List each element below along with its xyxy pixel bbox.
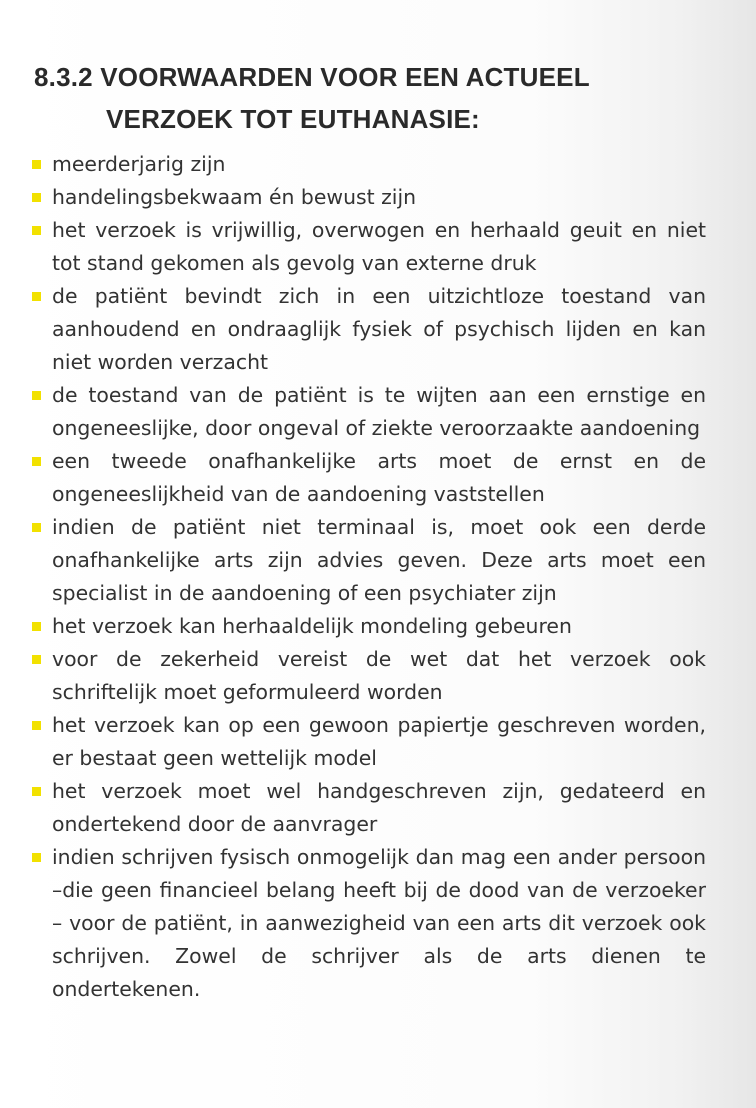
list-item bbox=[28, 379, 706, 445]
bullet-square-icon bbox=[32, 391, 41, 400]
list-item bbox=[28, 643, 706, 709]
list-item bbox=[28, 280, 706, 379]
list-item-text: indien de patiënt niet terminaal is, moet ook een derde onafhankelijke arts zijn advies geven. Deze arts moet een specialist in de aandoening of een psychiater zijn bbox=[52, 515, 706, 605]
bullet-square-icon bbox=[32, 160, 41, 169]
list-item-text: handelingsbekwaam én bewust zijn bbox=[52, 185, 417, 209]
list-item-text: het verzoek kan herhaaldelijk mondeling gebeuren bbox=[52, 614, 572, 638]
bullet-square-icon bbox=[32, 622, 41, 631]
list-item-text: het verzoek kan op een gewoon papiertje geschreven worden, er bestaat geen wettelijk model bbox=[52, 713, 706, 770]
list-item bbox=[28, 511, 706, 610]
list-item bbox=[28, 610, 706, 643]
list-item-text: voor de zekerheid vereist de wet dat het verzoek ook schriftelijk moet geformuleerd worden bbox=[52, 647, 706, 704]
list-item-text: de toestand van de patiënt is te wijten aan een ernstige en ongeneeslijke, door ongeval of ziekte veroorzaakte aandoening bbox=[52, 383, 706, 440]
list-item-text: indien schrijven fysisch onmogelijk dan mag een ander persoon –die geen financieel belang heeft bij de dood van de verzoeker – voor de patiënt, in aanwezigheid van een arts dit verzoek ook schrijven. Zowel de schrijver als de arts dienen te ondertekenen. bbox=[52, 845, 706, 1001]
bullet-square-icon bbox=[32, 721, 41, 730]
list-item bbox=[28, 841, 706, 1006]
list-item bbox=[28, 181, 706, 214]
section-heading bbox=[34, 56, 714, 140]
conditions-list bbox=[28, 148, 706, 1006]
list-item-text: meerderjarig zijn bbox=[52, 152, 226, 176]
section-heading-line-2: VERZOEK TOT EUTHANASIE: bbox=[106, 104, 480, 134]
bullet-square-icon bbox=[32, 193, 41, 202]
list-item-text: het verzoek is vrijwillig, overwogen en herhaald geuit en niet tot stand gekomen als gevolg van externe druk bbox=[52, 218, 706, 275]
bullet-square-icon bbox=[32, 457, 41, 466]
list-item bbox=[28, 445, 706, 511]
list-item bbox=[28, 709, 706, 775]
bullet-square-icon bbox=[32, 292, 41, 301]
bullet-square-icon bbox=[32, 853, 41, 862]
list-item bbox=[28, 148, 706, 181]
section-heading-line-1: 8.3.2 VOORWAARDEN VOOR EEN ACTUEEL bbox=[34, 62, 590, 92]
list-item bbox=[28, 775, 706, 841]
bullet-square-icon bbox=[32, 787, 41, 796]
list-item-text: het verzoek moet wel handgeschreven zijn, gedateerd en ondertekend door de aanvrager bbox=[52, 779, 706, 836]
bullet-square-icon bbox=[32, 226, 41, 235]
bullet-square-icon bbox=[32, 655, 41, 664]
list-item-text: de patiënt bevindt zich in een uitzichtloze toestand van aanhoudend en ondraaglijk fysiek of psychisch lijden en kan niet worden verzacht bbox=[52, 284, 706, 374]
bullet-square-icon bbox=[32, 523, 41, 532]
list-item-text: een tweede onafhankelijke arts moet de ernst en de ongeneeslijkheid van de aandoening vaststellen bbox=[52, 449, 706, 506]
list-item bbox=[28, 214, 706, 280]
